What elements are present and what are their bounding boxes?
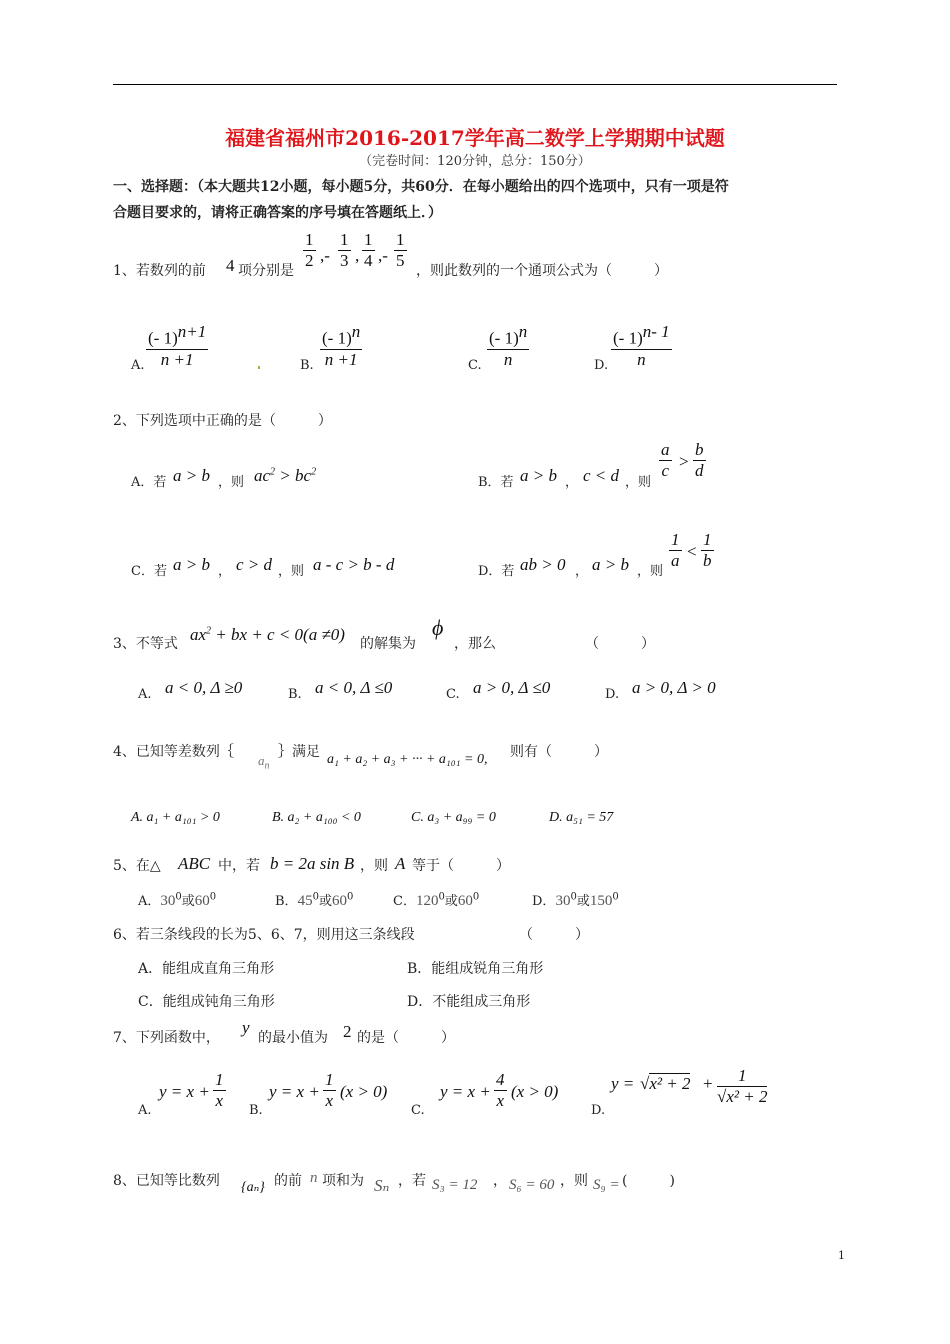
q7-option-b-frac: 1 x xyxy=(325,1070,334,1110)
q2-option-d-cond2: a > b xyxy=(592,555,629,574)
q2-stem: 2、下列选项中正确的是（ ） xyxy=(113,413,332,429)
q4-option-a: A. a₁ + a₁₀₁ > 0 xyxy=(131,810,220,825)
q2-option-a-then: ，则 xyxy=(218,475,245,490)
q3-phi: ϕ xyxy=(432,615,444,640)
q2-option-b-gt: > xyxy=(679,452,689,471)
q5-prefix: 5、在△ xyxy=(113,858,161,874)
q4-prefix: 4、已知等差数列｛ xyxy=(113,744,234,760)
q2-option-a-label: A．若 xyxy=(131,475,167,490)
q2-option-b-frac-a: a c xyxy=(661,440,670,480)
q8-mid2: 项和为 xyxy=(322,1173,364,1189)
q3-option-b-label: B. xyxy=(288,687,302,702)
q7-prefix: 7、下列函数中， xyxy=(113,1030,220,1046)
q8-sn: Sₙ xyxy=(374,1176,390,1195)
q7-option-c-frac: 4 x xyxy=(496,1070,505,1110)
q2-option-d-lt: < xyxy=(687,542,697,561)
q6-option-c: C．能组成钝角三角形 xyxy=(138,994,275,1010)
q4-an: $a_n$ xyxy=(258,753,270,772)
q1-option-a: (- 1)$^{n+1}$ n +1 xyxy=(148,322,207,369)
q2-option-d-cond1: ab > 0 xyxy=(520,555,566,574)
q8-s6: S₆ = 60 xyxy=(509,1177,555,1193)
q7-option-b-post: (x > 0) xyxy=(340,1082,388,1101)
q6-option-b: B．能组成锐角三角形 xyxy=(407,961,544,977)
q8-s3: S₃ = 12 xyxy=(432,1177,478,1193)
q1-term-1: 1 2 xyxy=(305,230,314,270)
q7-option-d-plus: + xyxy=(703,1074,713,1093)
q7-option-d-radical: √x² + 2 xyxy=(640,1074,691,1093)
page-title: 福建省福州市2016-2017学年高二数学上学期期中试题 xyxy=(225,126,725,150)
q7-two: 2 xyxy=(343,1022,352,1041)
q1-option-d: (- 1)$^{n- 1}$ n xyxy=(613,322,670,369)
q2-option-a-cond: a > b xyxy=(173,466,210,485)
q2-option-b-cond1: a > b xyxy=(520,466,557,485)
q3-option-b: a < 0, Δ ≤0 xyxy=(315,678,393,697)
q8-mid3: ，若 xyxy=(398,1173,426,1189)
q3-option-d-label: D. xyxy=(605,687,620,702)
q8-n: n xyxy=(310,1170,318,1186)
q1-option-d-label: D. xyxy=(594,358,609,373)
q1-term-2: 1 3 xyxy=(340,230,349,270)
q1-sep-1: ,- xyxy=(320,246,330,265)
q7-y: y xyxy=(242,1018,250,1037)
q8-mid: 的前 xyxy=(274,1173,302,1189)
header-rule xyxy=(113,84,837,85)
q1-sep-3: ,- xyxy=(378,246,388,265)
q5-option-d: D．$30^0$或$150^0$ xyxy=(532,891,619,909)
q5-mid: 中，若 xyxy=(218,858,260,874)
q3-option-d: a > 0, Δ > 0 xyxy=(632,678,716,697)
section-heading-line2: 合题目要求的，请将正确答案的序号填在答题纸上．） xyxy=(113,205,442,221)
q5-suffix: 等于（ ） xyxy=(412,858,510,874)
q7-option-c-label: C. xyxy=(411,1103,425,1118)
q5-option-b: B．$45^0$或$60^0$ xyxy=(275,891,354,909)
q5-condition: b = 2a sin B xyxy=(270,854,355,873)
q2-option-d-label: D．若 xyxy=(478,564,515,579)
q7-option-a-label: A. xyxy=(138,1103,152,1118)
q7-suffix: 的是（ ） xyxy=(357,1030,455,1046)
q7-option-d-label: D. xyxy=(591,1103,606,1118)
q3-option-a: a < 0, Δ ≥0 xyxy=(165,678,243,697)
q2-option-c-then: ，则 xyxy=(278,564,305,579)
q7-option-c-post: (x > 0) xyxy=(511,1082,559,1101)
q3-option-a-label: A. xyxy=(138,687,152,702)
q3-paren: （ ） xyxy=(585,636,655,652)
section-heading-line1: 一、选择题：（本大题共12小题，每小题5分，共60分．在每小题给出的四个选项中，只有一项是符 xyxy=(113,179,729,195)
q8-s9: S₉ = xyxy=(593,1177,620,1193)
q3-mid: 的解集为 xyxy=(360,636,416,652)
q2-option-b-frac-b: b d xyxy=(695,440,704,480)
q2-option-d-frac-2: 1 b xyxy=(703,530,712,570)
q8-comma: ， xyxy=(493,1173,507,1189)
q1-num: 4 xyxy=(226,256,235,275)
q1-option-b-label: B. xyxy=(300,358,314,373)
q2-option-c-result: a - c > b - d xyxy=(313,555,395,574)
q3-option-c: a > 0, Δ ≤0 xyxy=(473,678,551,697)
q2-option-c-sep: ， xyxy=(218,564,232,579)
q7-option-a-pre: y = x + xyxy=(159,1082,210,1101)
q8-then: ，则 xyxy=(560,1173,588,1189)
q2-option-b-then: ，则 xyxy=(625,475,652,490)
q2-option-d-then: ，则 xyxy=(637,564,664,579)
q4-sum: a₁ + a₂ + a₃ + ··· + a₁₀₁ = 0, xyxy=(327,752,488,767)
q7-option-d-pre: y = xyxy=(611,1074,635,1093)
q5-triangle: ABC xyxy=(178,854,211,873)
q1-mid: 项分别是 xyxy=(238,263,294,279)
q7-option-b-pre: y = x + xyxy=(269,1082,320,1101)
page-subtitle: （完卷时间：120分钟，总分：150分） xyxy=(359,154,591,169)
q1-term-4: 1 5 xyxy=(396,230,405,270)
q2-option-d-frac-1: 1 a xyxy=(671,530,680,570)
q2-option-d-sep: ， xyxy=(575,564,589,579)
q7-option-a-frac: 1 x xyxy=(215,1070,224,1110)
q4-mid: ｝满足 xyxy=(278,744,320,760)
q7-option-b-label: B. xyxy=(249,1103,263,1118)
q8-paren: ( ) xyxy=(622,1173,675,1189)
q3-option-c-label: C. xyxy=(446,687,460,702)
q3-prefix: 3、不等式 xyxy=(113,636,178,652)
q8-sequence: {aₙ} xyxy=(241,1180,265,1195)
q1-option-c: (- 1)$^n$ n xyxy=(489,322,528,369)
q6-option-d: D．不能组成三角形 xyxy=(407,994,531,1010)
q2-option-c-cond1: a > b xyxy=(173,555,210,574)
q7-option-c-pre: y = x + xyxy=(440,1082,491,1101)
q2-option-c-label: C．若 xyxy=(131,564,167,579)
q2-option-c-cond2: c > d xyxy=(236,555,273,574)
q6-paren: （ ） xyxy=(519,927,589,943)
q7-option-d-frac: 1 √x² + 2 xyxy=(717,1066,768,1106)
q6-stem: 6、若三条线段的长为5、6、7，则用这三条线段 xyxy=(113,927,415,943)
q1-option-a-label: A. xyxy=(131,358,145,373)
q1-suffix: ，则此数列的一个通项公式为（ ） xyxy=(416,263,668,279)
q5-option-a: A．$30^0$或$60^0$ xyxy=(138,891,217,909)
page-number: 1 xyxy=(838,1249,845,1262)
q1-term-3: 1 4 xyxy=(364,230,373,270)
q4-option-b: B. a₂ + a₁₀₀ < 0 xyxy=(272,810,361,825)
q4-option-d: D. a₅₁ = 57 xyxy=(549,810,614,825)
q5-option-c: C．$120^0$或$60^0$ xyxy=(393,891,480,909)
q2-option-b-cond2: c < d xyxy=(583,466,620,485)
q8-prefix: 8、已知等比数列 xyxy=(113,1173,220,1189)
q4-suffix: 则有（ ） xyxy=(510,744,608,760)
q6-option-a: A．能组成直角三角形 xyxy=(138,961,275,977)
q2-option-a-result: $ac^2 > bc^2$ xyxy=(254,466,317,485)
q4-option-c: C. a₃ + a₉₉ = 0 xyxy=(411,810,496,825)
scan-dot xyxy=(258,366,260,369)
q1-option-b: (- 1)$^n$ n +1 xyxy=(322,322,361,369)
q5-then: ，则 xyxy=(360,858,388,874)
q3-inequality: $ax^2$ + bx + c < 0(a ≠0) xyxy=(190,625,345,644)
q1-prefix: 1、若数列的前 xyxy=(113,263,206,279)
q5-angle: A xyxy=(395,854,406,873)
q2-option-b-label: B．若 xyxy=(478,475,514,490)
q1-option-c-label: C. xyxy=(468,358,482,373)
q2-option-b-sep: ， xyxy=(565,475,579,490)
q7-mid: 的最小值为 xyxy=(258,1030,328,1046)
q3-suffix: ，那么 xyxy=(454,636,496,652)
q1-sep-2: , xyxy=(355,246,360,265)
